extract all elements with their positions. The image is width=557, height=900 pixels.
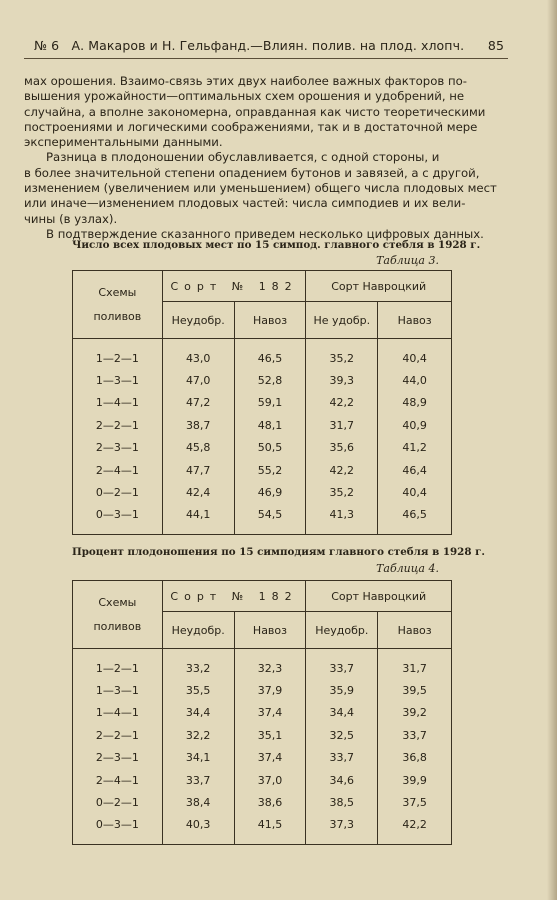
table-row <box>73 791 452 813</box>
cell: 41,5 <box>234 814 306 845</box>
cell: 33,2 <box>162 649 234 680</box>
scheme-header-line2: поливов <box>93 619 142 633</box>
cell: 1—4—1 <box>73 392 163 414</box>
cell: 35,9 <box>306 679 378 701</box>
table-row <box>73 369 452 391</box>
cell: 34,1 <box>162 747 234 769</box>
table-row <box>73 392 452 414</box>
body-text <box>24 74 506 242</box>
table-row <box>73 649 452 680</box>
table-row <box>73 724 452 746</box>
cell: 48,9 <box>378 392 452 414</box>
text-line: чины (в узлах). <box>24 211 118 226</box>
cell: 1—3—1 <box>73 369 163 391</box>
cell: 34,4 <box>306 702 378 724</box>
cell: 1—2—1 <box>73 649 163 680</box>
cell: 37,4 <box>234 747 306 769</box>
cell: 38,4 <box>162 791 234 813</box>
text-line: В подтверждение сказанного приведем несколько цифровых данных. <box>46 226 484 241</box>
paragraph-2 <box>24 150 506 226</box>
table-row <box>73 459 452 481</box>
cell: 34,6 <box>306 769 378 791</box>
cell: 46,5 <box>378 504 452 535</box>
cell: 1—4—1 <box>73 702 163 724</box>
cell: 35,6 <box>306 437 378 459</box>
table4-body <box>73 649 452 845</box>
page-number: 85 <box>487 38 504 53</box>
subheader: Навоз <box>378 302 452 339</box>
text-line: построениями и логическими соображениями, так и в достаточной мере <box>24 119 478 134</box>
text-line: вышения урожайности—оптимальных схем орошения и удобрений, не <box>24 89 465 104</box>
cell: 55,2 <box>234 459 306 481</box>
table-row <box>73 769 452 791</box>
scheme-header <box>73 581 163 649</box>
text-line: случайна, а вполне закономерна, оправданная как чисто теоретическими <box>24 104 486 119</box>
text-line: Разница в плодоношении обуславливается, с одной стороны, и <box>46 150 440 165</box>
cell: 41,2 <box>378 437 452 459</box>
cell: 37,5 <box>378 791 452 813</box>
table3-caption: Число всех плодовых мест по 15 симпод. главного стебля в 1928 г. <box>72 239 481 251</box>
table4-number: Таблица 4. <box>376 562 439 575</box>
cell: 33,7 <box>162 769 234 791</box>
cell: 46,9 <box>234 481 306 503</box>
table3-body <box>73 339 452 535</box>
cell: 38,5 <box>306 791 378 813</box>
cell: 42,2 <box>378 814 452 845</box>
text-line: или иначе—изменением плодовых частей: числа симподиев и их вели- <box>24 196 466 211</box>
cell: 44,1 <box>162 504 234 535</box>
cell: 2—4—1 <box>73 769 163 791</box>
cell: 39,9 <box>378 769 452 791</box>
cell: 52,8 <box>234 369 306 391</box>
cell: 47,0 <box>162 369 234 391</box>
scheme-header-line1: Схемы <box>98 595 137 609</box>
cell: 39,3 <box>306 369 378 391</box>
cell: 39,2 <box>378 702 452 724</box>
cell: 54,5 <box>234 504 306 535</box>
cell: 38,6 <box>234 791 306 813</box>
cell: 2—3—1 <box>73 437 163 459</box>
cell: 40,3 <box>162 814 234 845</box>
cell: 34,4 <box>162 702 234 724</box>
running-title: А. Макаров и Н. Гельфанд.—Влиян. полив. на плод. хлопч. <box>71 38 465 53</box>
cell: 0—3—1 <box>73 504 163 535</box>
cell: 32,2 <box>162 724 234 746</box>
cell: 33,7 <box>306 649 378 680</box>
cell: 33,7 <box>378 724 452 746</box>
table3-number: Таблица 3. <box>376 254 439 267</box>
cell: 59,1 <box>234 392 306 414</box>
cell: 40,9 <box>378 414 452 436</box>
cell: 50,5 <box>234 437 306 459</box>
cell: 48,1 <box>234 414 306 436</box>
cell: 0—2—1 <box>73 481 163 503</box>
cell: 31,7 <box>378 649 452 680</box>
issue-number: № 6 <box>34 38 60 53</box>
cell: 2—3—1 <box>73 747 163 769</box>
cell: 1—3—1 <box>73 679 163 701</box>
page-edge-shadow <box>547 0 557 900</box>
cell: 33,7 <box>306 747 378 769</box>
cell: 46,4 <box>378 459 452 481</box>
cell: 47,2 <box>162 392 234 414</box>
cell: 37,4 <box>234 702 306 724</box>
scheme-header-line1: Схемы <box>98 285 137 299</box>
cell: 0—3—1 <box>73 814 163 845</box>
header-rule <box>24 58 508 59</box>
cell: 42,2 <box>306 392 378 414</box>
table-row <box>73 679 452 701</box>
cell: 2—2—1 <box>73 414 163 436</box>
cell: 2—4—1 <box>73 459 163 481</box>
text-line: в более значительной степени опадением бутонов и завязей, а с другой, <box>24 165 480 180</box>
running-header <box>34 38 504 53</box>
cell: 44,0 <box>378 369 452 391</box>
cell: 32,3 <box>234 649 306 680</box>
cell: 46,5 <box>234 339 306 370</box>
group-header-navrotsky: Сорт Навроцкий <box>306 271 452 302</box>
table-row <box>73 339 452 370</box>
subheader: Навоз <box>378 612 452 649</box>
cell: 31,7 <box>306 414 378 436</box>
text-line: изменением (увеличением или уменьшением) общего числа плодовых мест <box>24 181 497 196</box>
cell: 32,5 <box>306 724 378 746</box>
table4-caption: Процент плодоношения по 15 симподиям главного стебля в 1928 г. <box>72 546 485 558</box>
cell: 45,8 <box>162 437 234 459</box>
paragraph-1 <box>24 74 506 150</box>
cell: 1—2—1 <box>73 339 163 370</box>
subheader: Неудобр. <box>162 302 234 339</box>
subheader: Навоз <box>234 302 306 339</box>
scheme-header-line2: поливов <box>93 309 142 323</box>
group-header-182: Сорт № 182 <box>162 581 306 612</box>
group-header-navrotsky: Сорт Навроцкий <box>306 581 452 612</box>
text-line: мах орошения. Взаимо-связь этих двух наиболее важных факторов по- <box>24 74 467 88</box>
cell: 37,0 <box>234 769 306 791</box>
cell: 47,7 <box>162 459 234 481</box>
subheader: Неудобр. <box>162 612 234 649</box>
cell: 37,9 <box>234 679 306 701</box>
cell: 2—2—1 <box>73 724 163 746</box>
cell: 35,5 <box>162 679 234 701</box>
table-row <box>73 814 452 845</box>
cell: 38,7 <box>162 414 234 436</box>
cell: 42,4 <box>162 481 234 503</box>
table4 <box>72 580 452 845</box>
cell: 37,3 <box>306 814 378 845</box>
cell: 35,2 <box>306 481 378 503</box>
text-line: экспериментальными данными. <box>24 135 223 150</box>
table-row <box>73 504 452 535</box>
cell: 36,8 <box>378 747 452 769</box>
subheader: Навоз <box>234 612 306 649</box>
cell: 41,3 <box>306 504 378 535</box>
cell: 40,4 <box>378 481 452 503</box>
cell: 35,2 <box>306 339 378 370</box>
table-row <box>73 481 452 503</box>
subheader: Неудобр. <box>306 612 378 649</box>
scheme-header <box>73 271 163 339</box>
table-row <box>73 747 452 769</box>
cell: 40,4 <box>378 339 452 370</box>
cell: 35,1 <box>234 724 306 746</box>
table-row <box>73 702 452 724</box>
cell: 0—2—1 <box>73 791 163 813</box>
cell: 39,5 <box>378 679 452 701</box>
cell: 43,0 <box>162 339 234 370</box>
table-row <box>73 414 452 436</box>
table3 <box>72 270 452 535</box>
group-header-182: Сорт № 182 <box>162 271 306 302</box>
table-row <box>73 437 452 459</box>
cell: 42,2 <box>306 459 378 481</box>
subheader: Не удобр. <box>306 302 378 339</box>
